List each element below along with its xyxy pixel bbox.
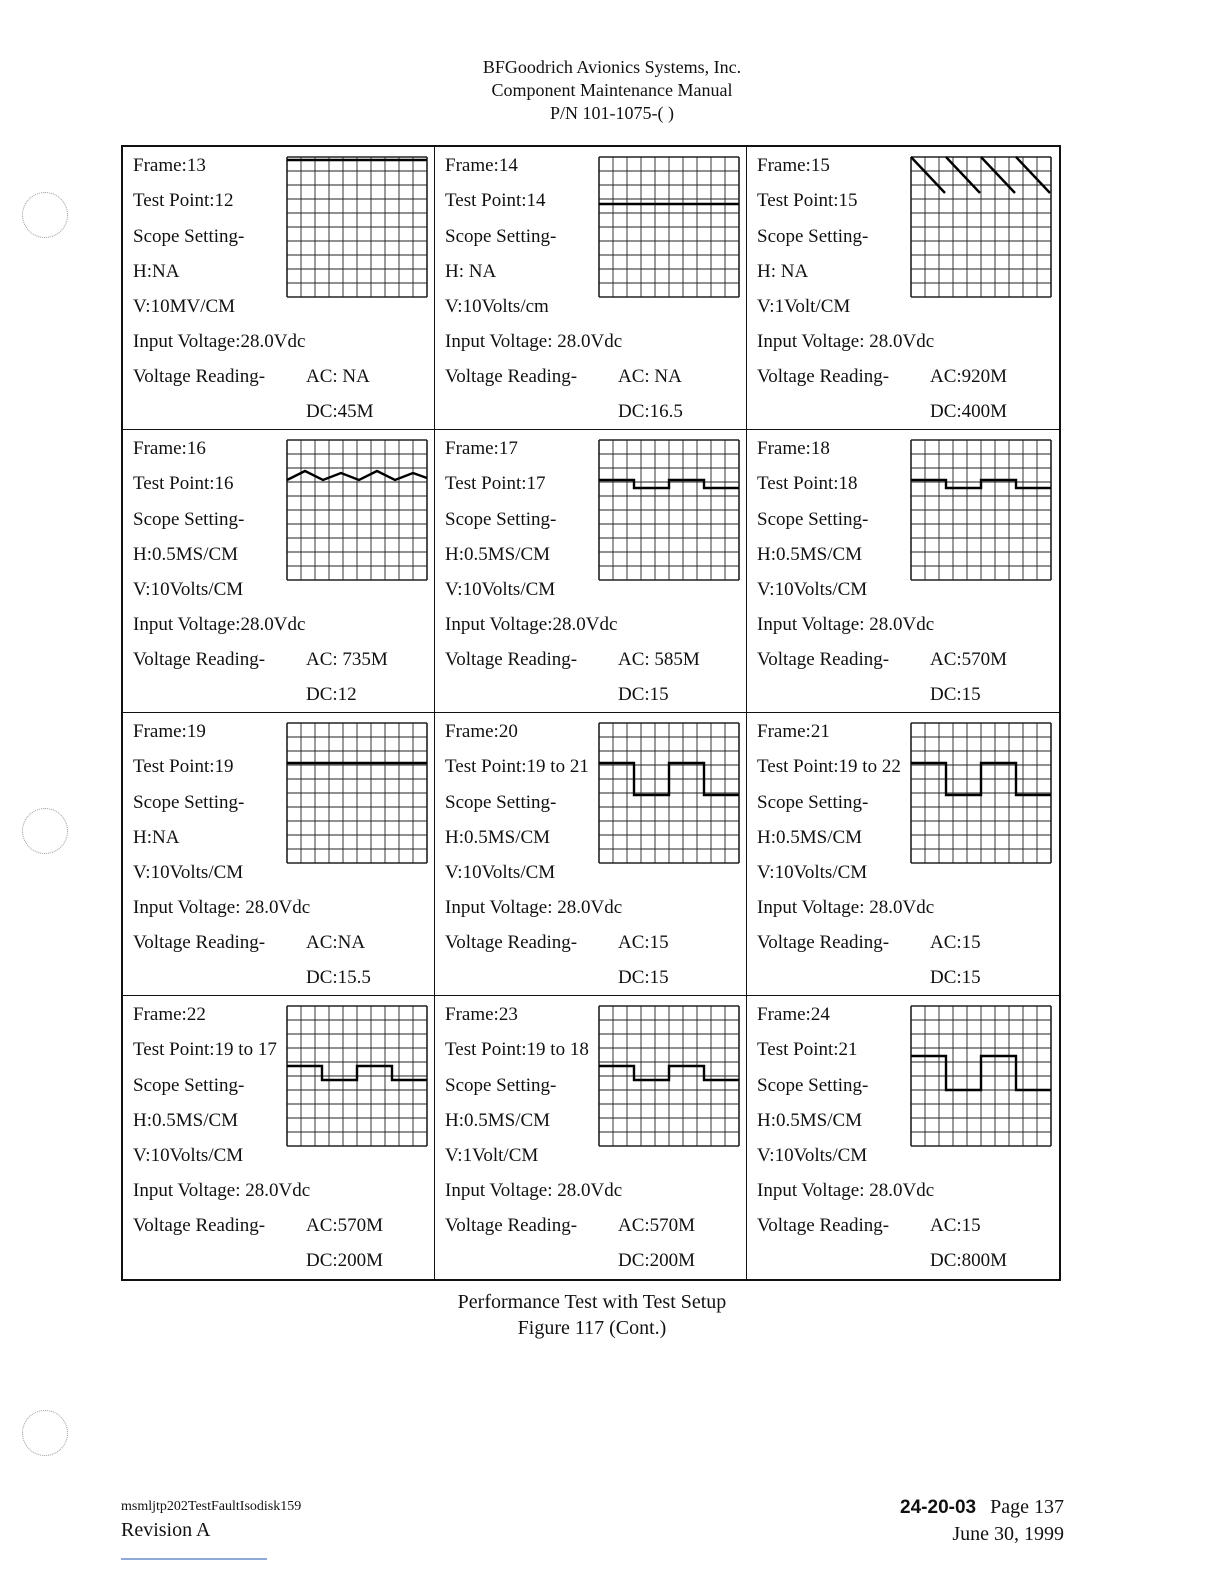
frame-v: V:10Volts/CM <box>133 579 244 600</box>
frame-cell <box>435 713 747 996</box>
frame-input: Input Voltage:28.0Vdc <box>133 614 306 635</box>
oscilloscope-trace <box>286 156 428 298</box>
frame-v: V:10Volts/CM <box>445 862 556 883</box>
frame-reading: Voltage Reading- <box>445 1215 578 1236</box>
frame-scope: Scope Setting- <box>133 792 245 813</box>
frame-cell <box>747 430 1059 713</box>
frame-frame: Frame:21 <box>757 721 830 742</box>
frame-test-point: Test Point:19 to 22 <box>757 756 901 777</box>
caption-title: Performance Test with Test Setup <box>457 1291 727 1313</box>
oscilloscope-trace <box>910 439 1052 581</box>
frame-dc-reading: DC:45M <box>306 401 374 422</box>
frame-h: H:0.5MS/CM <box>133 544 239 565</box>
frame-ac-reading: AC: 735M <box>306 649 388 670</box>
frame-input: Input Voltage: 28.0Vdc <box>133 1180 311 1201</box>
frame-h: H: NA <box>757 261 809 282</box>
frame-cell <box>123 430 435 713</box>
frame-test-point: Test Point:17 <box>445 473 546 494</box>
waveform-trace <box>911 1056 1051 1090</box>
footer-revision: Revision A <box>121 1519 211 1541</box>
frame-frame: Frame:24 <box>757 1004 830 1025</box>
oscilloscope-trace <box>598 156 740 298</box>
frame-scope: Scope Setting- <box>445 509 557 530</box>
frame-reading: Voltage Reading- <box>757 366 890 387</box>
frame-cell <box>123 147 435 430</box>
frame-scope: Scope Setting- <box>445 792 557 813</box>
frame-dc-reading: DC:15 <box>930 684 981 705</box>
frame-ac-reading: AC:NA <box>306 932 366 953</box>
caption-figure-number: Figure 117 (Cont.) <box>517 1317 667 1339</box>
frame-v: V:10Volts/CM <box>445 579 556 600</box>
waveform-trace <box>1016 157 1050 193</box>
footer-page: Page 137 <box>990 1496 1064 1518</box>
footer-chapter-code: 24-20-03 <box>900 1497 977 1518</box>
frame-ac-reading: AC:570M <box>306 1215 384 1236</box>
frame-input: Input Voltage: 28.0Vdc <box>133 897 311 918</box>
frame-input: Input Voltage:28.0Vdc <box>133 331 306 352</box>
footer-date: June 30, 1999 <box>952 1523 1064 1545</box>
frame-cell <box>747 147 1059 430</box>
frame-frame: Frame:17 <box>445 438 518 459</box>
figure-caption <box>0 1289 1184 1341</box>
oscilloscope-trace <box>910 722 1052 864</box>
frame-scope: Scope Setting- <box>757 509 869 530</box>
footer-left <box>121 1497 301 1543</box>
oscilloscope-trace <box>598 439 740 581</box>
waveform-trace <box>946 157 980 193</box>
frame-ac-reading: AC: NA <box>618 366 682 387</box>
frame-scope: Scope Setting- <box>757 792 869 813</box>
frame-dc-reading: DC:200M <box>306 1250 384 1271</box>
frame-dc-reading: DC:400M <box>930 401 1008 422</box>
frame-test-point: Test Point:12 <box>133 190 234 211</box>
hole-punch-mark <box>22 192 68 238</box>
frame-frame: Frame:22 <box>133 1004 206 1025</box>
frame-h: H:0.5MS/CM <box>757 827 863 848</box>
frame-ac-reading: AC: NA <box>306 366 370 387</box>
frame-input: Input Voltage: 28.0Vdc <box>757 614 935 635</box>
frame-dc-reading: DC:16.5 <box>618 401 683 422</box>
frame-reading: Voltage Reading- <box>133 932 266 953</box>
frame-frame: Frame:23 <box>445 1004 518 1025</box>
frame-test-point: Test Point:16 <box>133 473 234 494</box>
waveform-trace <box>599 480 739 488</box>
waveform-trace <box>981 157 1015 193</box>
frame-reading: Voltage Reading- <box>445 649 578 670</box>
frame-v: V:10MV/CM <box>133 296 236 317</box>
waveform-trace <box>911 480 1051 488</box>
hole-punch-mark <box>22 1410 68 1456</box>
frame-h: H:0.5MS/CM <box>133 1110 239 1131</box>
frame-ac-reading: AC:570M <box>618 1215 696 1236</box>
frame-input: Input Voltage:28.0Vdc <box>445 614 618 635</box>
oscilloscope-trace <box>286 722 428 864</box>
frame-reading: Voltage Reading- <box>757 1215 890 1236</box>
frame-dc-reading: DC:15 <box>618 967 669 988</box>
frame-scope: Scope Setting- <box>757 226 869 247</box>
hole-punch-mark <box>22 808 68 854</box>
frame-v: V:10Volts/CM <box>757 862 868 883</box>
frame-v: V:1Volt/CM <box>445 1145 539 1166</box>
frame-ac-reading: AC: 585M <box>618 649 700 670</box>
frame-test-point: Test Point:14 <box>445 190 546 211</box>
frame-h: H:0.5MS/CM <box>757 1110 863 1131</box>
frame-v: V:10Volts/CM <box>133 1145 244 1166</box>
oscilloscope-trace <box>910 1005 1052 1147</box>
frame-v: V:10Volts/CM <box>133 862 244 883</box>
frame-cell <box>747 713 1059 996</box>
frame-ac-reading: AC:920M <box>930 366 1008 387</box>
frame-cell <box>123 996 435 1279</box>
frame-h: H:0.5MS/CM <box>445 544 551 565</box>
frame-input: Input Voltage: 28.0Vdc <box>445 1180 623 1201</box>
frame-h: H:NA <box>133 827 180 848</box>
oscilloscope-trace <box>598 722 740 864</box>
footer-right <box>900 1494 1064 1547</box>
frame-ac-reading: AC:15 <box>930 932 981 953</box>
manual-title: Component Maintenance Manual <box>491 80 733 100</box>
frame-reading: Voltage Reading- <box>133 366 266 387</box>
frame-dc-reading: DC:800M <box>930 1250 1008 1271</box>
frame-input: Input Voltage: 28.0Vdc <box>445 331 623 352</box>
frame-frame: Frame:14 <box>445 155 518 176</box>
frame-frame: Frame:15 <box>757 155 830 176</box>
frame-dc-reading: DC:12 <box>306 684 357 705</box>
frame-input: Input Voltage: 28.0Vdc <box>757 897 935 918</box>
frame-v: V:10Volts/cm <box>445 296 549 317</box>
frame-reading: Voltage Reading- <box>757 649 890 670</box>
frame-v: V:10Volts/CM <box>757 579 868 600</box>
frame-h: H:0.5MS/CM <box>445 1110 551 1131</box>
oscilloscope-trace <box>286 1005 428 1147</box>
frame-test-point: Test Point:19 to 18 <box>445 1039 589 1060</box>
company-name: BFGoodrich Avionics Systems, Inc. <box>482 57 742 77</box>
frame-scope: Scope Setting- <box>445 1075 557 1096</box>
frame-ac-reading: AC:570M <box>930 649 1008 670</box>
frame-reading: Voltage Reading- <box>757 932 890 953</box>
frame-h: H:0.5MS/CM <box>445 827 551 848</box>
frame-reading: Voltage Reading- <box>445 932 578 953</box>
frame-cell <box>435 996 747 1279</box>
oscilloscope-trace <box>286 439 428 581</box>
waveform-trace <box>287 1066 427 1080</box>
frame-h: H:0.5MS/CM <box>757 544 863 565</box>
frame-scope: Scope Setting- <box>757 1075 869 1096</box>
frame-test-point: Test Point:19 <box>133 756 234 777</box>
frame-dc-reading: DC:200M <box>618 1250 696 1271</box>
frame-v: V:1Volt/CM <box>757 296 851 317</box>
frame-scope: Scope Setting- <box>133 226 245 247</box>
frames-table <box>121 145 1061 1281</box>
part-number: P/N 101-1075-( ) <box>550 103 674 123</box>
frame-scope: Scope Setting- <box>445 226 557 247</box>
frame-reading: Voltage Reading- <box>445 366 578 387</box>
oscilloscope-trace <box>598 1005 740 1147</box>
frame-ac-reading: AC:15 <box>930 1215 981 1236</box>
oscilloscope-trace <box>910 156 1052 298</box>
frame-cell <box>123 713 435 996</box>
frame-cell <box>435 430 747 713</box>
footer-filename: msmljtp202TestFaultIsodisk159 <box>121 1499 302 1514</box>
frame-frame: Frame:19 <box>133 721 206 742</box>
document-header <box>0 56 1224 125</box>
frame-reading: Voltage Reading- <box>133 649 266 670</box>
frame-dc-reading: DC:15 <box>618 684 669 705</box>
frame-dc-reading: DC:15 <box>930 967 981 988</box>
frame-test-point: Test Point:19 to 17 <box>133 1039 277 1060</box>
frame-input: Input Voltage: 28.0Vdc <box>445 897 623 918</box>
frame-reading: Voltage Reading- <box>133 1215 266 1236</box>
waveform-trace <box>911 157 945 193</box>
frame-dc-reading: DC:15.5 <box>306 967 371 988</box>
frame-test-point: Test Point:15 <box>757 190 858 211</box>
frame-frame: Frame:20 <box>445 721 518 742</box>
frame-frame: Frame:18 <box>757 438 830 459</box>
frame-ac-reading: AC:15 <box>618 932 669 953</box>
frame-input: Input Voltage: 28.0Vdc <box>757 1180 935 1201</box>
frame-test-point: Test Point:18 <box>757 473 858 494</box>
frame-h: H: NA <box>445 261 497 282</box>
frame-input: Input Voltage: 28.0Vdc <box>757 331 935 352</box>
frame-frame: Frame:13 <box>133 155 206 176</box>
frame-cell <box>435 147 747 430</box>
frame-h: H:NA <box>133 261 180 282</box>
footer-rule <box>121 1558 267 1560</box>
frame-scope: Scope Setting- <box>133 1075 245 1096</box>
frame-frame: Frame:16 <box>133 438 206 459</box>
frame-test-point: Test Point:21 <box>757 1039 858 1060</box>
frame-scope: Scope Setting- <box>133 509 245 530</box>
frame-test-point: Test Point:19 to 21 <box>445 756 589 777</box>
waveform-trace <box>599 1066 739 1080</box>
frame-cell <box>747 996 1059 1279</box>
frame-v: V:10Volts/CM <box>757 1145 868 1166</box>
